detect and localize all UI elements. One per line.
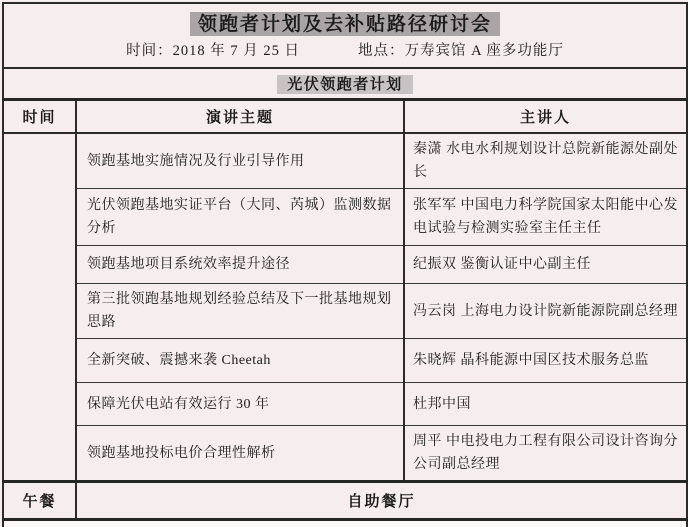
speaker-cell: 秦潇 水电水利规划设计总院新能源处副处长 bbox=[404, 133, 687, 189]
event-datetime: 时间：2018 年 7 月 25 日 bbox=[126, 43, 300, 59]
speaker-cell: 杜邦中国 bbox=[404, 383, 687, 426]
table-row bbox=[3, 133, 687, 189]
speaker-cell: 张军军 中国电力科学院国家太阳能中心发电试验与检测实验室主任主任 bbox=[404, 189, 687, 246]
partial-row-cell bbox=[3, 520, 687, 527]
table-row bbox=[3, 189, 687, 246]
table-row bbox=[3, 426, 687, 482]
section-cell bbox=[3, 68, 687, 100]
partial-row bbox=[3, 520, 687, 527]
speaker-cell: 朱晓辉 晶科能源中国区技术服务总监 bbox=[404, 339, 687, 383]
section-row bbox=[3, 68, 687, 100]
lunch-label-cell: 午餐 bbox=[3, 482, 76, 520]
event-venue: 地点：万寿宾馆 A 座多功能厅 bbox=[358, 43, 564, 59]
table-row bbox=[3, 284, 687, 339]
topic-cell: 保障光伏电站有效运行 30 年 bbox=[76, 383, 404, 426]
time-column-cell bbox=[3, 133, 76, 482]
column-header-row bbox=[3, 100, 687, 134]
table-row bbox=[3, 339, 687, 383]
col-header-time: 时间 bbox=[3, 100, 76, 134]
section-title: 光伏领跑者计划 bbox=[277, 75, 413, 94]
lunch-venue-cell: 自助餐厅 bbox=[76, 482, 687, 520]
topic-cell: 领跑基地实施情况及行业引导作用 bbox=[76, 133, 404, 189]
title-row bbox=[3, 3, 687, 68]
table-row bbox=[3, 246, 687, 284]
title-cell bbox=[3, 3, 687, 68]
col-header-topic: 演讲主题 bbox=[76, 100, 404, 134]
page-title bbox=[10, 13, 680, 37]
lunch-row bbox=[3, 482, 687, 520]
speaker-cell: 纪振双 鉴衡认证中心副主任 bbox=[404, 246, 687, 284]
col-header-speaker: 主讲人 bbox=[404, 100, 687, 134]
topic-cell: 全新突破、震撼来袭 Cheetah bbox=[76, 339, 404, 383]
page-title-highlight: 领跑者计划及去补贴路径研讨会 bbox=[190, 12, 500, 36]
agenda-table bbox=[2, 2, 688, 527]
topic-cell: 领跑基地项目系统效率提升途径 bbox=[76, 246, 404, 284]
speaker-cell: 冯云岗 上海电力设计院新能源院副总经理 bbox=[404, 284, 687, 339]
topic-cell: 光伏领跑基地实证平台（大同、芮城）监测数据分析 bbox=[76, 189, 404, 246]
topic-cell: 领跑基地投标电价合理性解析 bbox=[76, 426, 404, 482]
speaker-cell: 周平 中电投电力工程有限公司设计咨询分公司副总经理 bbox=[404, 426, 687, 482]
table-row bbox=[3, 383, 687, 426]
topic-cell: 第三批领跑基地规划经验总结及下一批基地规划思路 bbox=[76, 284, 404, 339]
event-info-line bbox=[10, 42, 680, 60]
